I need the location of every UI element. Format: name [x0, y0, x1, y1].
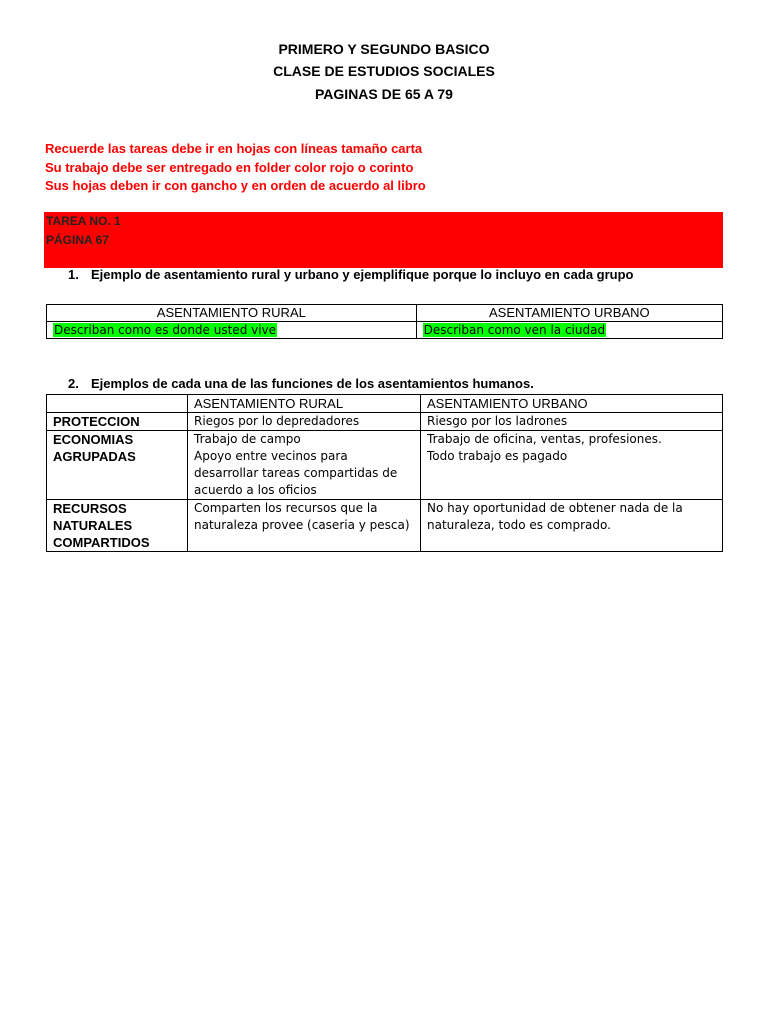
cell-line: Riesgo por los ladrones: [427, 414, 568, 428]
cell-urban: [421, 431, 723, 500]
table-row: [47, 413, 723, 431]
header-urban: ASENTAMIENTO URBANO: [416, 305, 722, 322]
header-rural: ASENTAMIENTO RURAL: [188, 395, 421, 413]
cell-line: naturaleza provee (caseria y pesca): [194, 518, 410, 532]
cell-line: PROTECCION: [53, 414, 140, 429]
cell-line: NATURALES: [53, 518, 133, 533]
cell-line: Comparten los recursos que la: [194, 501, 378, 515]
title-class: CLASE DE ESTUDIOS SOCIALES: [273, 63, 495, 79]
row-label: [47, 413, 188, 431]
cell-urban: [421, 500, 723, 552]
cell-line: Apoyo entre vecinos para: [194, 449, 348, 463]
cell-line: COMPARTIDOS: [53, 535, 150, 550]
cell-rural: [47, 322, 417, 339]
task-banner: [44, 212, 723, 268]
table-row: [47, 500, 723, 552]
question-2-number: 2.: [68, 376, 79, 391]
question-2-text: Ejemplos de cada una de las funciones de los asentamientos humanos.: [91, 376, 534, 391]
cell-line: Trabajo de oficina, ventas, profesiones.: [427, 432, 662, 446]
cell-rural: [188, 413, 421, 431]
table-header-row: [47, 395, 723, 413]
cell-rural: [188, 431, 421, 500]
note-paper: Recuerde las tareas debe ir en hojas con líneas tamaño carta: [45, 141, 423, 156]
task-number: TAREA NO. 1: [46, 214, 121, 228]
cell-line: Trabajo de campo: [194, 432, 301, 446]
cell-line: acuerdo a los oficios: [194, 483, 317, 497]
header-blank: [47, 395, 188, 413]
cell-line: Riegos por lo depredadores: [194, 414, 360, 428]
row-label: [47, 431, 188, 500]
header-rural: ASENTAMIENTO RURAL: [47, 305, 417, 322]
highlighted-text: Describan como es donde usted vive: [54, 323, 277, 337]
highlighted-text: Describan como ven la ciudad: [423, 323, 606, 337]
table-row: [47, 431, 723, 500]
title-pages: PAGINAS DE 65 A 79: [315, 86, 453, 102]
cell-line: RECURSOS: [53, 501, 127, 516]
note-folder: Su trabajo debe ser entregado en folder color rojo o corinto: [45, 160, 414, 175]
cell-line: No hay oportunidad de obtener nada de la: [427, 501, 683, 515]
cell-line: Todo trabajo es pagado: [427, 449, 568, 463]
cell-line: desarrollar tareas compartidas de: [194, 466, 398, 480]
functions-table: [46, 394, 723, 552]
question-2: [68, 376, 534, 391]
cell-urban: [416, 322, 722, 339]
cell-rural: [188, 500, 421, 552]
note-order: Sus hojas deben ir con gancho y en orden de acuerdo al libro: [45, 178, 426, 193]
task-page: PÁGINA 67: [46, 233, 109, 247]
header-urban: ASENTAMIENTO URBANO: [421, 395, 723, 413]
row-label: [47, 500, 188, 552]
table-header-row: [47, 305, 723, 322]
cell-line: naturaleza, todo es comprado.: [427, 518, 611, 532]
cell-urban: [421, 413, 723, 431]
question-1-number: 1.: [68, 267, 79, 282]
title-grade: PRIMERO Y SEGUNDO BASICO: [278, 41, 490, 57]
table-row: [47, 322, 723, 339]
cell-line: ECONOMIAS: [53, 432, 134, 447]
question-1-text: Ejemplo de asentamiento rural y urbano y ejemplifique porque lo incluyo en cada grupo: [91, 267, 634, 282]
settlement-comparison-table: [46, 304, 723, 339]
cell-line: AGRUPADAS: [53, 449, 136, 464]
question-1: [68, 267, 634, 282]
